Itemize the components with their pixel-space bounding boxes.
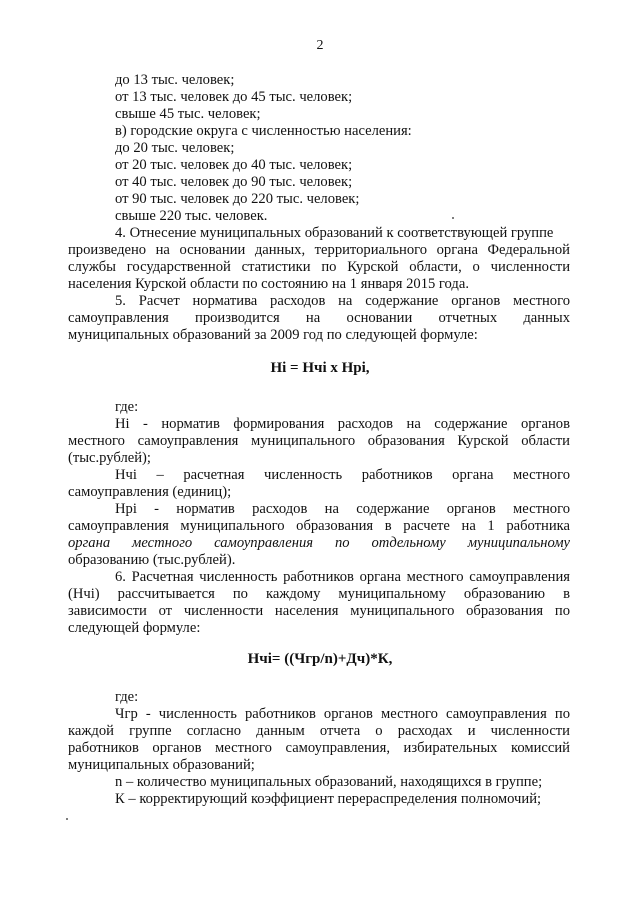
definition-line: n – количество муниципальных образований, находящихся в группе; bbox=[115, 774, 543, 790]
definition-line: Нi - норматив формирования расходов на содержание органов bbox=[115, 416, 570, 432]
text-line: свыше 220 тыс. человек. bbox=[115, 208, 268, 224]
paragraph-line: следующей формуле: bbox=[68, 620, 201, 636]
definition-line: Чгр - численность работников органов местного самоуправления по bbox=[115, 706, 570, 722]
definition-line: самоуправления (единиц); bbox=[68, 484, 232, 500]
definition-line: каждой группе согласно данным отчета о расходах и численности bbox=[68, 723, 570, 739]
text-line: от 13 тыс. человек до 45 тыс. человек; bbox=[115, 89, 353, 105]
text-line: от 20 тыс. человек до 40 тыс. человек; bbox=[115, 157, 353, 173]
paragraph-line: 5. Расчет норматива расходов на содержание органов местного bbox=[115, 293, 570, 309]
definition-line: органа местного самоуправления по отдельному муниципальному bbox=[68, 535, 570, 551]
paragraph-line: зависимости от численности населения муниципального образования по bbox=[68, 603, 570, 619]
definition-line: муниципальных образований; bbox=[68, 757, 255, 773]
scan-speck bbox=[452, 217, 454, 219]
formula-2: Нчi= ((Чгр/n)+Дч)*К, bbox=[247, 651, 393, 667]
definition-line: работников органов местного самоуправления, избирательных комиссий bbox=[68, 740, 570, 756]
definition-line: К – корректирующий коэффициент перераспределения полномочий; bbox=[115, 791, 542, 807]
scan-speck bbox=[66, 818, 68, 820]
page-number: 2 bbox=[316, 38, 324, 53]
definition-line: (тыс.рублей); bbox=[68, 450, 151, 466]
paragraph-line: произведено на основании данных, территориального органа Федеральной bbox=[68, 242, 570, 258]
paragraph-line: службы государственной статистики по Курской области, о численности bbox=[68, 259, 570, 275]
text-line: в) городские округа с численностью населения: bbox=[115, 123, 412, 139]
where-label: где: bbox=[115, 689, 139, 705]
text-line: до 13 тыс. человек; bbox=[115, 72, 235, 88]
definition-line: образованию (тыс.рублей). bbox=[68, 552, 236, 568]
paragraph-line: 4. Отнесение муниципальных образований к соответствующей группе bbox=[115, 225, 554, 241]
where-label: где: bbox=[115, 399, 139, 415]
text-line: от 40 тыс. человек до 90 тыс. человек; bbox=[115, 174, 353, 190]
definition-line: Нрi - норматив расходов на содержание органов местного bbox=[115, 501, 570, 517]
text-line: свыше 45 тыс. человек; bbox=[115, 106, 261, 122]
definition-line: Нчi – расчетная численность работников органа местного bbox=[115, 467, 570, 483]
paragraph-line: 6. Расчетная численность работников органа местного самоуправления bbox=[115, 569, 570, 585]
paragraph-line: (Нчi) рассчитывается по каждому муниципальному образованию в bbox=[68, 586, 570, 602]
paragraph-line: муниципальных образований за 2009 год по следующей формуле: bbox=[68, 327, 478, 343]
formula-1: Нi = Нчi х Нрi, bbox=[270, 360, 370, 376]
paragraph-line: самоуправления производится на основании отчетных данных bbox=[68, 310, 570, 326]
paragraph-line: населения Курской области по состоянию на 1 января 2015 года. bbox=[68, 276, 469, 292]
definition-line: самоуправления муниципального образования в расчете на 1 работника bbox=[68, 518, 570, 534]
definition-line: местного самоуправления муниципального образования Курской области bbox=[68, 433, 570, 449]
text-line: до 20 тыс. человек; bbox=[115, 140, 235, 156]
text-line: от 90 тыс. человек до 220 тыс. человек; bbox=[115, 191, 360, 207]
